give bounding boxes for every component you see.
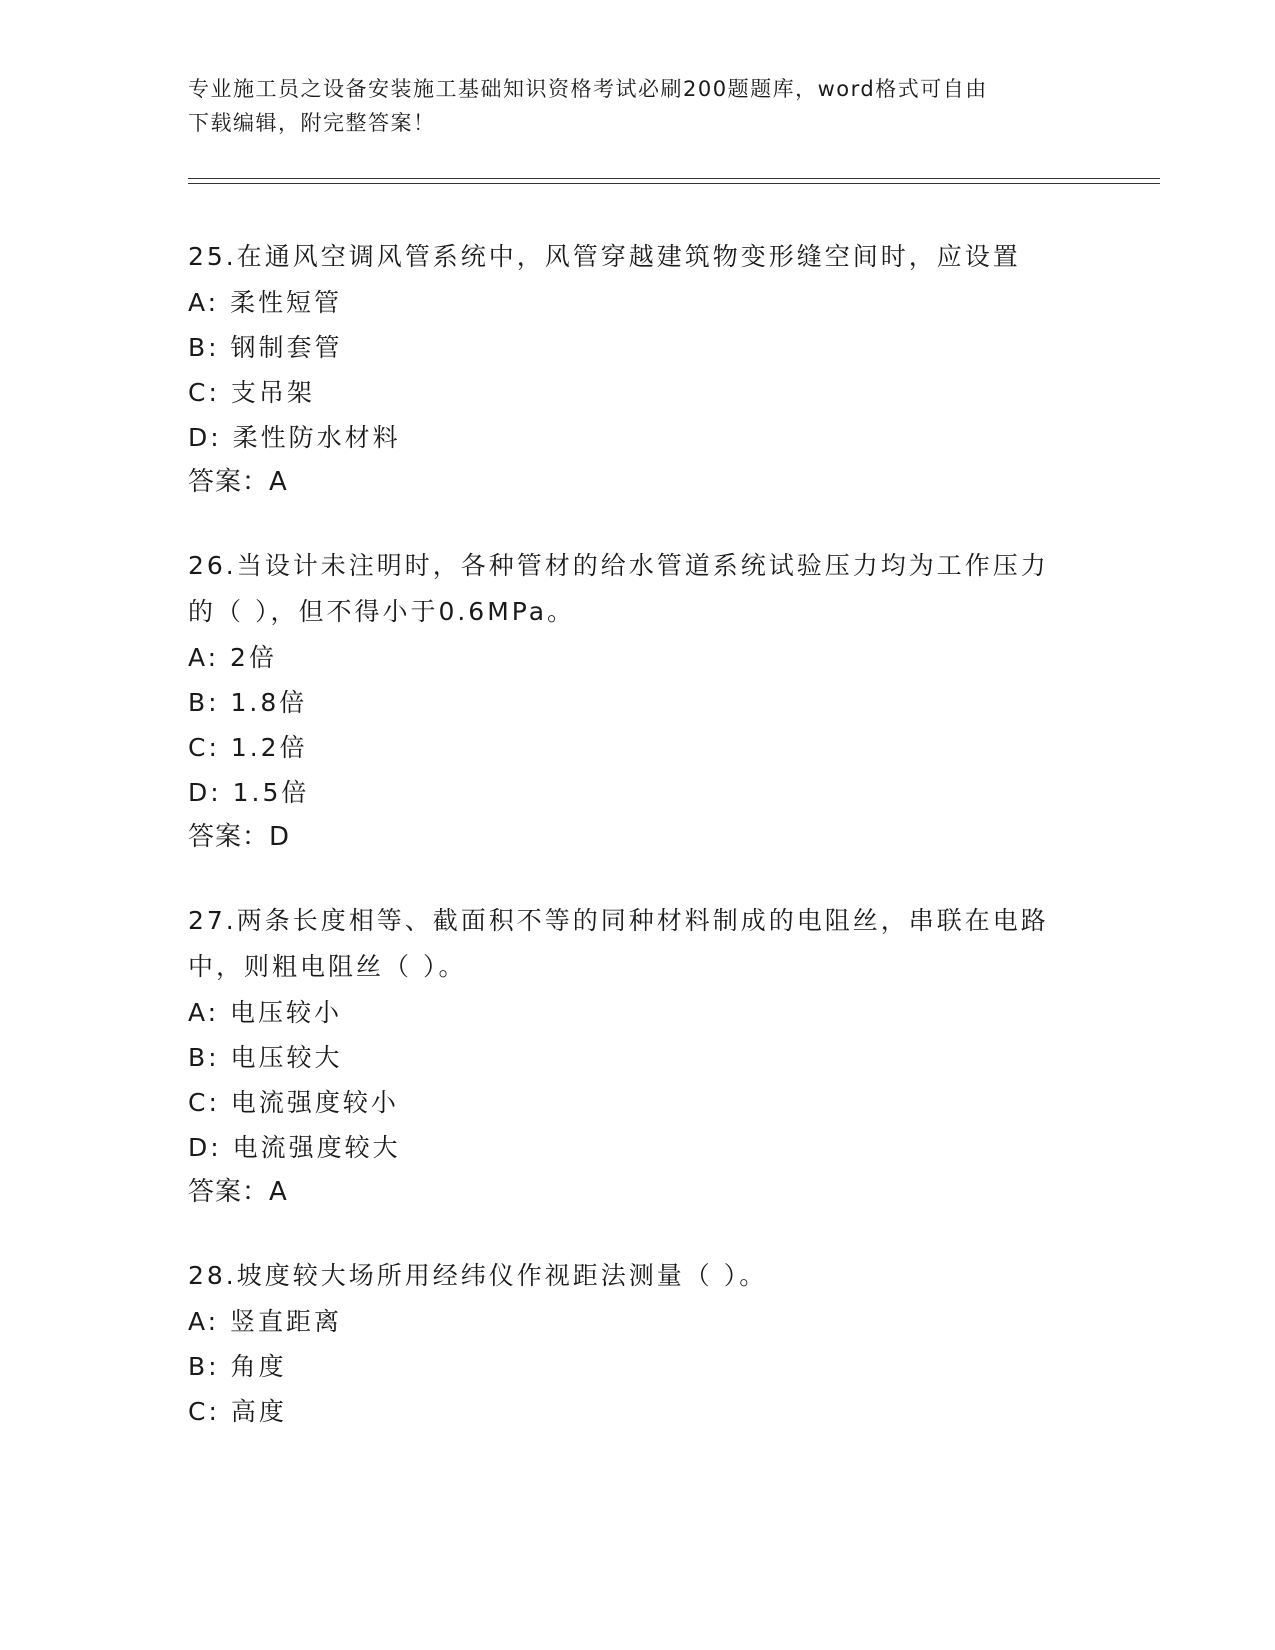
header-line-2: 下载编辑，附完整答案！: [188, 111, 436, 135]
question-25: [188, 234, 1088, 505]
question-stem: 28.坡度较大场所用经纬仪作视距法测量（ ）。: [188, 1261, 768, 1290]
answer: 答案：A: [188, 467, 288, 497]
question-27: [188, 898, 1088, 1215]
answer: 答案：D: [188, 822, 291, 852]
question-28: [188, 1253, 1088, 1434]
question-stem: 25.在通风空调风管系统中，风管穿越建筑物变形缝空间时，应设置: [188, 242, 1021, 271]
option-b: B: 电压较大: [188, 1043, 343, 1072]
header-divider-top: [188, 178, 1160, 179]
option-b: B: 角度: [188, 1352, 287, 1381]
header-line-1: 专业施工员之设备安装施工基础知识资格考试必刷200题题库，word格式可自由: [188, 77, 988, 101]
question-26: [188, 543, 1088, 860]
option-a: A: 电压较小: [188, 998, 343, 1027]
document-header: [188, 72, 1088, 140]
question-stem-line-2: 中，则粗电阻丝（ ）。: [188, 952, 467, 981]
option-b: B: 1.8倍: [188, 688, 308, 717]
option-c: C: 电流强度较小: [188, 1088, 399, 1117]
answer: 答案：A: [188, 1177, 288, 1207]
option-c: C: 1.2倍: [188, 733, 308, 762]
option-d: D: 柔性防水材料: [188, 423, 401, 452]
question-stem-line-1: 26.当设计未注明时，各种管材的给水管道系统试验压力均为工作压力: [188, 551, 1049, 580]
option-c: C: 支吊架: [188, 378, 315, 407]
option-d: D: 电流强度较大: [188, 1133, 401, 1162]
option-b: B: 钢制套管: [188, 333, 343, 362]
option-a: A: 竖直距离: [188, 1307, 343, 1336]
question-list: [188, 234, 1088, 1472]
option-a: A: 柔性短管: [188, 288, 343, 317]
header-divider-bottom: [188, 183, 1160, 184]
question-stem-line-2: 的（ ），但不得小于0.6MPa。: [188, 597, 576, 626]
option-a: A: 2倍: [188, 643, 277, 672]
question-stem-line-1: 27.两条长度相等、截面积不等的同种材料制成的电阻丝，串联在电路: [188, 906, 1049, 935]
option-d: D: 1.5倍: [188, 778, 310, 807]
option-c: C: 高度: [188, 1397, 287, 1426]
